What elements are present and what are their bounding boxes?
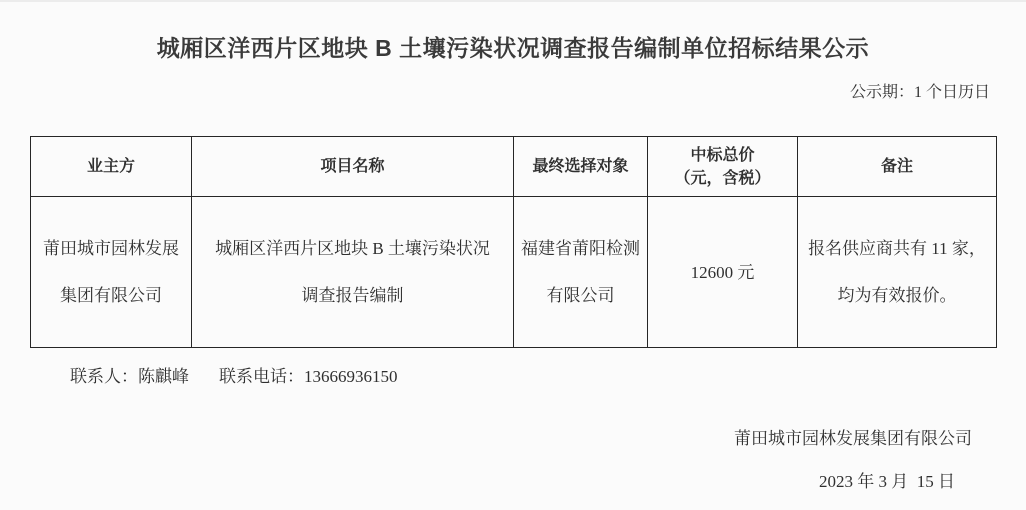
header-label: 最终选择对象 [532,158,629,175]
signature-date-text: 2023 年 3 月 15 日 [819,472,955,491]
header-label: 项目名称 [320,158,385,175]
header-cell-project-name [192,137,514,197]
cell-line: 有限公司 [546,286,615,305]
cell-line: 福建省莆阳检测 [521,239,640,258]
bid-results-table [30,136,997,348]
header-label: 业主方 [86,158,135,175]
header-cell-owner [31,137,192,197]
cell-line: 莆田城市园林发展 [43,239,179,258]
cell-project-name [192,197,514,348]
header-cell-final-selection [514,137,648,197]
table-header-row [31,137,997,197]
page-title: 城厢区洋西片区地块 B 土壤污染状况调查报告编制单位招标结果公示 [156,35,870,61]
cell-line: 集团有限公司 [60,286,162,305]
cell-line: 均为有效报价。 [837,286,957,305]
publicity-period-text: 公示期：1 个日历日 [849,84,990,101]
cell-line: 城厢区洋西片区地块 B 土壤污染状况 [215,239,490,258]
header-label: 备注 [880,158,913,175]
header-cell-bid-total-price [648,137,798,197]
cell-remarks [798,197,997,348]
cell-bid-total-price [648,197,798,348]
signature-company-text: 莆田城市园林发展集团有限公司 [734,429,972,448]
cell-line: 12600 元 [690,262,755,282]
table-row [31,197,997,348]
cell-line: 调查报告编制 [301,286,404,305]
cell-owner [31,197,192,348]
contact-row [70,365,1026,389]
contact-person-text: 联系人：陈麒峰 [70,367,189,386]
cell-final-selection [514,197,648,348]
cell-line: 报名供应商共有 11 家， [808,239,986,258]
header-cell-remarks [798,137,997,197]
contact-phone-text: 联系电话：13666936150 [219,367,398,386]
header-label: （元，含税） [674,169,771,187]
header-label: 中标总价 [690,146,755,164]
